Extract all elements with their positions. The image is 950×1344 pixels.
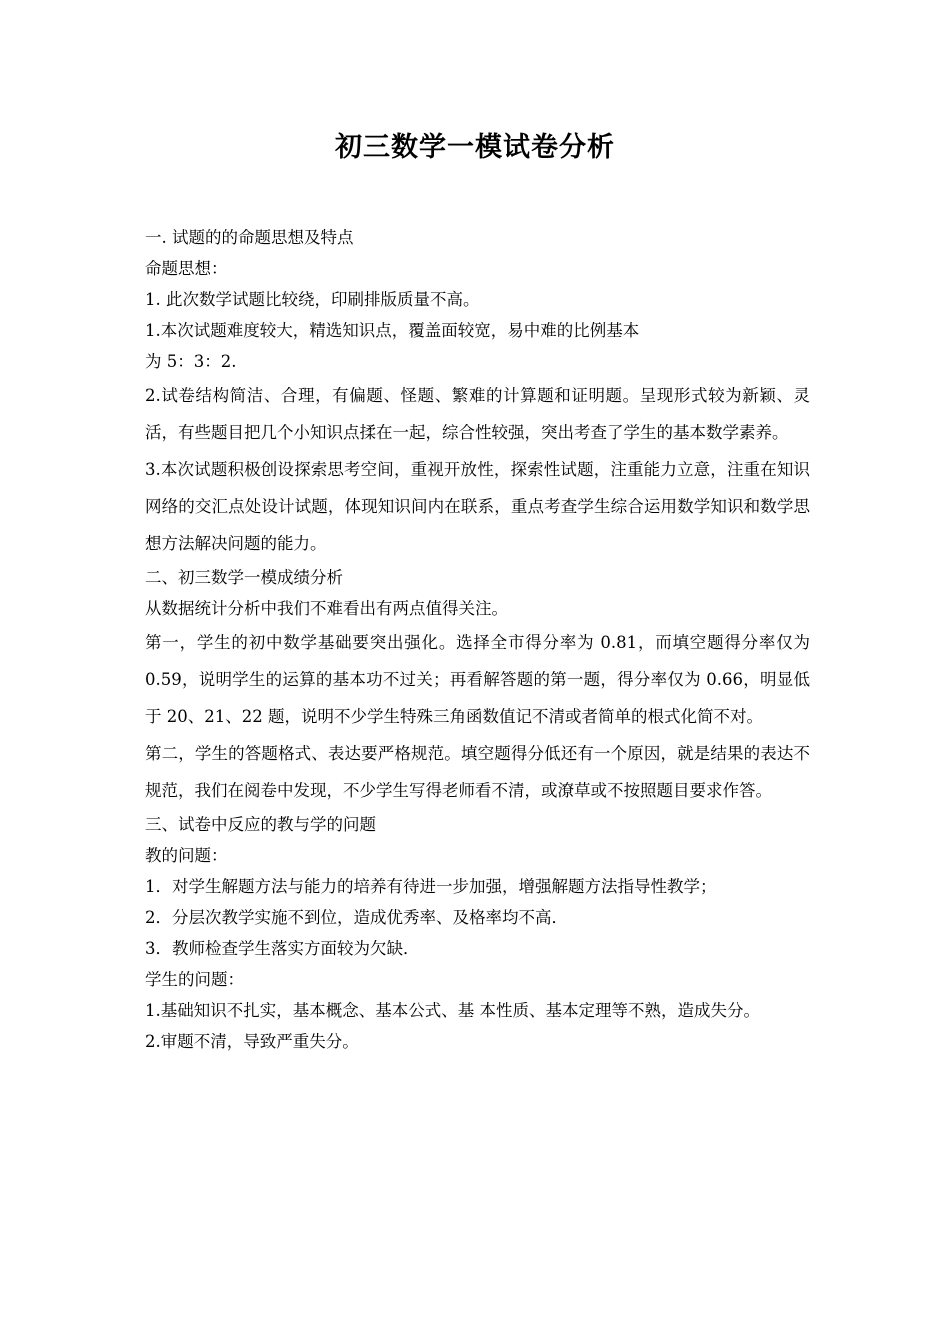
paragraph: 为 5：3：2. bbox=[145, 352, 237, 371]
section-heading-2: 二、初三数学一模成绩分析 bbox=[145, 568, 343, 587]
paragraph: 第二，学生的答题格式、表达要严格规范。填空题得分低还有一个原因，就是结果的表达不规范，我们在阅卷中发现，不少学生写得老师看不清，或潦草或不按照题目要求作答。 bbox=[145, 744, 810, 800]
document-title: 初三数学一模试卷分析 bbox=[335, 132, 615, 163]
list-item: 2.审题不清，导致严重失分。 bbox=[145, 1032, 359, 1051]
paragraph: 第一，学生的初中数学基础要突出强化。选择全市得分率为 0.81，而填空题得分率仅为 0.59，说明学生的运算的基本功不过关；再看解答题的第一题，得分率仅为 0.66，明显低于 20、21、22 题，说明不少学生特殊三角函数值记不清或者简单的根式化简不对。 bbox=[145, 633, 810, 726]
paragraph: 从数据统计分析中我们不难看出有两点值得关注。 bbox=[145, 599, 508, 618]
list-item: 1.基础知识不扎实，基本概念、基本公式、基 本性质、基本定理等不熟，造成失分。 bbox=[145, 1001, 760, 1020]
paragraph: 3.本次试题积极创设探索思考空间，重视开放性，探索性试题，注重能力立意，注重在知识网络的交汇点处设计试题，体现知识间内在联系，重点考查学生综合运用数学知识和数学思想方法解决问题的能力。 bbox=[145, 460, 810, 553]
section-heading-3: 三、试卷中反应的教与学的问题 bbox=[145, 815, 376, 834]
list-item: 2．分层次教学实施不到位，造成优秀率、及格率均不高． bbox=[145, 908, 568, 927]
section-heading-1: 一. 试题的的命题思想及特点 bbox=[145, 228, 354, 247]
document-body bbox=[145, 222, 810, 1057]
list-item: 3．教师检查学生落实方面较为欠缺． bbox=[145, 939, 420, 958]
list-item: 1．对学生解题方法与能力的培养有待进一步加强，增强解题方法指导性教学； bbox=[145, 877, 717, 896]
paragraph: 1.本次试题难度较大，精选知识点，覆盖面较宽，易中难的比例基本 bbox=[145, 321, 640, 340]
subheading-proposition-idea: 命题思想： bbox=[145, 259, 228, 278]
subheading-teaching-problems: 教的问题： bbox=[145, 846, 228, 865]
paragraph: 1. 此次数学试题比较绕，印刷排版质量不高。 bbox=[145, 290, 480, 309]
paragraph: 2.试卷结构简洁、合理，有偏题、怪题、繁难的计算题和证明题。呈现形式较为新颖、灵活，有些题目把几个小知识点揉在一起，综合性较强，突出考查了学生的基本数学素养。 bbox=[145, 386, 810, 442]
subheading-student-problems: 学生的问题： bbox=[145, 970, 244, 989]
